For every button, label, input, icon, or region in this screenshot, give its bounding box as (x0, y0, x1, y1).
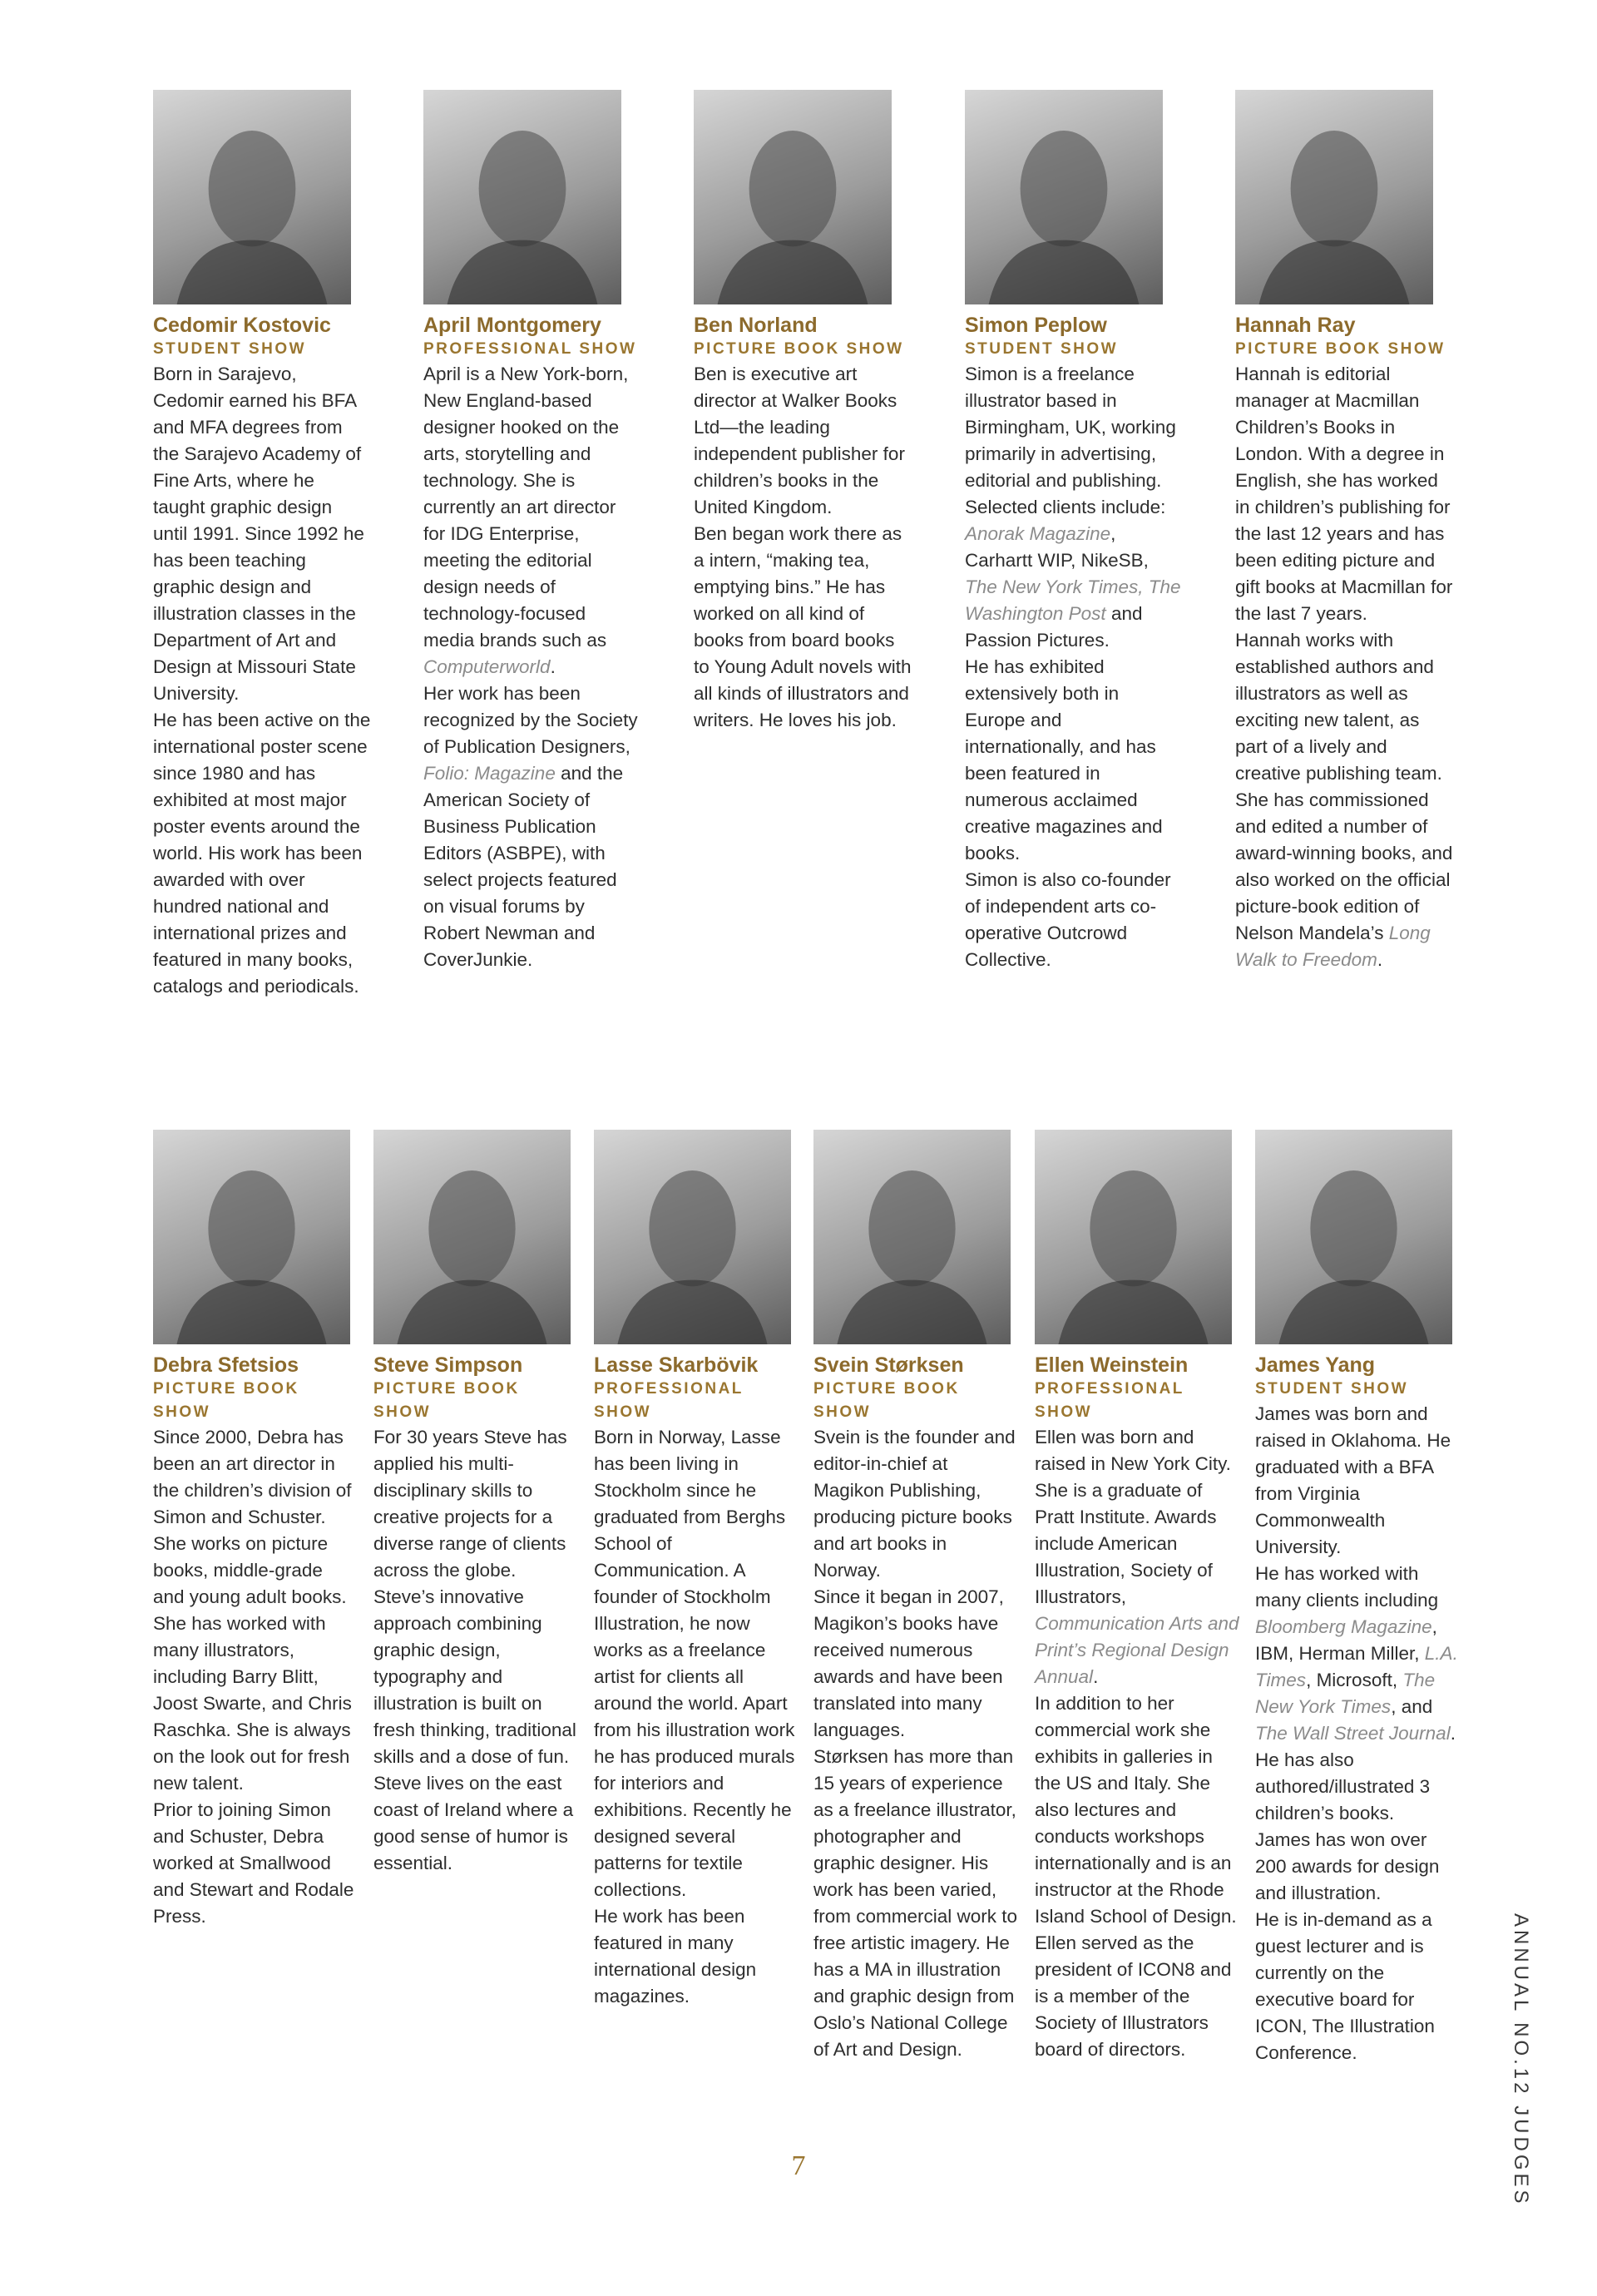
bio-paragraph (373, 1424, 578, 1877)
judge-portrait-photo (1235, 90, 1433, 304)
bio-text: , and (1391, 1696, 1433, 1717)
bio-paragraph (594, 1424, 798, 1903)
bio-text: He work has been featured in many international design magazines. (594, 1906, 757, 2007)
bio-text: . (1093, 1666, 1099, 1687)
bio-title-italic: Computerworld (423, 656, 551, 677)
judge-name: Ellen Weinstein (1035, 1353, 1189, 1377)
judge-bio (965, 361, 1183, 973)
judge-card (965, 90, 1183, 973)
section-side-label: ANNUAL NO.12 JUDGES (1510, 1913, 1532, 2207)
bio-paragraph (1235, 627, 1453, 973)
bio-paragraph (813, 1744, 1018, 2063)
judge-bio (694, 361, 912, 734)
bio-title-italic: Folio: Magazine (423, 763, 556, 784)
judge-card (1235, 90, 1453, 973)
judge-show-category: STUDENT SHOW (153, 340, 307, 358)
judge-name: Simon Peplow (965, 314, 1107, 337)
bio-title-italic: The New York Times, The Washington Post (965, 576, 1181, 624)
bio-text: Selected clients include: (965, 497, 1166, 517)
bio-paragraph (965, 494, 1183, 654)
judge-card (813, 1130, 1018, 2063)
bio-paragraph (965, 867, 1183, 973)
judge-card (153, 1130, 358, 1930)
bio-text: . (550, 656, 556, 677)
judge-show-category: PROFESSIONAL SHOW (1035, 1380, 1184, 1421)
bio-text: Simon is also co-founder of independent arts co-operative Outcrowd Collective. (965, 869, 1171, 970)
judge-bio (1235, 361, 1453, 973)
judge-card (153, 90, 371, 1000)
bio-paragraph (153, 361, 371, 707)
bio-paragraph (813, 1584, 1018, 1744)
bio-title-italic: The Wall Street Journal (1255, 1723, 1451, 1744)
judge-show-category: PICTURE BOOK SHOW (694, 340, 904, 358)
judge-bio (1035, 1424, 1239, 2063)
judge-show-category: PROFESSIONAL SHOW (423, 340, 637, 358)
bio-paragraph (694, 521, 912, 734)
bio-title-italic: The New York Times (1255, 1670, 1436, 1717)
bio-text: He has been active on the international poster scene since 1980 and has exhibited at most major poster events around the world. His work has been awarded with over hundred national and international prizes and featured in many books, catalogs and periodicals. (153, 710, 371, 997)
judge-bio (594, 1424, 798, 2010)
judge-name: Debra Sfetsios (153, 1353, 299, 1377)
bio-text: Ben began work there as a intern, “making tea, emptying bins.” He has worked on all kind of books from board books to Young Adult novels with all kinds of illustrators and writers. He loves his job. (694, 523, 912, 730)
judge-show-category: PICTURE BOOK SHOW (1235, 340, 1446, 358)
judge-name: James Yang (1255, 1353, 1376, 1377)
bio-text: Since it began in 2007, Magikon’s books have received numerous awards and have been translated into many languages. (813, 1586, 1004, 1740)
bio-text: . He has also authored/illustrated 3 children’s books. (1255, 1723, 1456, 1823)
judge-name: Steve Simpson (373, 1353, 523, 1377)
bio-text: James was born and raised in Oklahoma. He graduated with a BFA from Virginia Commonwealth University. (1255, 1403, 1451, 1557)
bio-paragraph (1255, 1401, 1460, 1561)
judge-portrait-photo (1255, 1130, 1452, 1344)
judge-card (423, 90, 641, 973)
bio-text: Ellen was born and raised in New York City. She is a graduate of Pratt Institute. Awards include American Illustration, Society of Illustrators, (1035, 1427, 1231, 1607)
judge-bio (153, 1424, 358, 1930)
judge-name: April Montgomery (423, 314, 601, 337)
judge-card (694, 90, 912, 734)
page-number: 7 (791, 2150, 806, 2181)
bio-paragraph (813, 1424, 1018, 1584)
judge-show-category: PICTURE BOOK SHOW (373, 1380, 520, 1421)
judge-portrait-photo (373, 1130, 571, 1344)
bio-text: Since 2000, Debra has been an art director in the children’s division of Simon and Schuster. She works on picture books, middle-grade and young adult books. She has worked with many illustrators, including Barry Blitt, Joost Swarte, and Chris Raschka. She is always on the look out for fresh new talent. (153, 1427, 352, 1794)
judge-card (1255, 1130, 1460, 2066)
bio-text: In addition to her commercial work she exhibits in galleries in the US and Italy. She also lectures and conducts workshops internationally and is an instructor at the Rhode Island School of Design. (1035, 1693, 1237, 1927)
bio-text: He has exhibited extensively both in Europe and internationally, and has been featured in numerous acclaimed creative magazines and books. (965, 656, 1163, 863)
bio-paragraph (965, 361, 1183, 494)
bio-text: Simon is a freelance illustrator based in Birmingham, UK, working primarily in advertising, editorial and publishing. (965, 364, 1176, 491)
bio-text: and Passion Pictures. (965, 603, 1143, 651)
judge-name: Svein Størksen (813, 1353, 964, 1377)
bio-text: He has worked with many clients including (1255, 1563, 1439, 1611)
bio-title-italic: Communication Arts and Print’s Regional Design Annual (1035, 1613, 1239, 1687)
bio-text: , Microsoft, (1306, 1670, 1403, 1690)
judge-card (594, 1130, 798, 2010)
bio-text: Born in Sarajevo, Cedomir earned his BFA and MFA degrees from the Sarajevo Academy of Fine Arts, where he taught graphic design until 1991. Since 1992 he has been teaching graphic design and illustration classes in the Department of Art and Design at Missouri State University. (153, 364, 364, 704)
bio-text: Born in Norway, Lasse has been living in Stockholm since he graduated from Berghs School of Communication. A founder of Stockholm Illustration, he now works as a freelance artist for clients all around the world. Apart from his illustration work he has produced murals for interiors and exhibitions. Recently he designed several patterns for textile collections. (594, 1427, 795, 1900)
judge-name: Hannah Ray (1235, 314, 1356, 337)
judge-show-category: PICTURE BOOK SHOW (153, 1380, 299, 1421)
bio-text: , Carhartt WIP, NikeSB, (965, 523, 1149, 571)
judge-name: Lasse Skarbövik (594, 1353, 759, 1377)
bio-paragraph (1035, 1690, 1239, 1930)
bio-text: Ellen served as the president of ICON8 and is a member of the Society of Illustrators board of directors. (1035, 1932, 1232, 2060)
bio-paragraph (965, 654, 1183, 867)
judge-bio (423, 361, 641, 973)
bio-text: Ben is executive art director at Walker Books Ltd—the leading independent publisher for children’s books in the United Kingdom. (694, 364, 905, 517)
judge-bio (373, 1424, 578, 1877)
bio-paragraph (153, 1424, 358, 1797)
bio-text: He is in-demand as a guest lecturer and is currently on the executive board for ICON, The Illustration Conference. (1255, 1909, 1435, 2063)
judge-portrait-photo (153, 1130, 350, 1344)
bio-text: James has won over 200 awards for design and illustration. (1255, 1829, 1440, 1903)
bio-title-italic: Anorak Magazine (965, 523, 1111, 544)
bio-text: For 30 years Steve has applied his multi-disciplinary skills to creative projects for a diverse range of clients across the globe. Steve’s innovative approach combining graphic design, typography and illustration is built on fresh thinking, traditional skills and a dose of fun. Steve lives on the east coast of Ireland where a good sense of humor is essential. (373, 1427, 576, 1873)
judge-portrait-photo (965, 90, 1163, 304)
bio-paragraph (1255, 1827, 1460, 1907)
bio-paragraph (1235, 361, 1453, 627)
bio-paragraph (1035, 1930, 1239, 2063)
judge-bio (153, 361, 371, 1000)
bio-text: Hannah works with established authors and illustrators as well as exciting new talent, as part of a lively and creative publishing team. She has commissioned and edited a number of award-winning books, and also worked on the official picture-book edition of Nelson Mandela’s (1235, 630, 1453, 943)
judge-portrait-photo (153, 90, 351, 304)
judge-bio (813, 1424, 1018, 2063)
judge-portrait-photo (694, 90, 892, 304)
judge-card (1035, 1130, 1239, 2063)
bio-title-italic: Long Walk to Freedom (1235, 923, 1431, 970)
bio-paragraph (694, 361, 912, 521)
bio-paragraph (1255, 1561, 1460, 1827)
bio-paragraph (423, 680, 641, 973)
bio-text: , IBM, Herman Miller, (1255, 1616, 1437, 1664)
judge-show-category: PICTURE BOOK SHOW (813, 1380, 960, 1421)
bio-text: . (1377, 949, 1383, 970)
judge-show-category: STUDENT SHOW (1255, 1380, 1409, 1398)
bio-paragraph (423, 361, 641, 680)
judge-card (373, 1130, 578, 1877)
bio-text: Prior to joining Simon and Schuster, Debra worked at Smallwood and Stewart and Rodale Press. (153, 1799, 354, 1927)
judge-portrait-photo (423, 90, 621, 304)
bio-paragraph (153, 707, 371, 1000)
judge-show-category: STUDENT SHOW (965, 340, 1119, 358)
judge-portrait-photo (594, 1130, 791, 1344)
bio-text: and the American Society of Business Publication Editors (ASBPE), with select projects featured on visual forums by Robert Newman and CoverJunkie. (423, 763, 624, 970)
bio-paragraph (594, 1903, 798, 2010)
judge-show-category: PROFESSIONAL SHOW (594, 1380, 744, 1421)
bio-text: Svein is the founder and editor-in-chief at Magikon Publishing, producing picture books and art books in Norway. (813, 1427, 1016, 1581)
bio-title-italic: L.A. Times (1255, 1643, 1458, 1690)
bio-title-italic: Bloomberg Magazine (1255, 1616, 1432, 1637)
judge-name: Cedomir Kostovic (153, 314, 331, 337)
bio-paragraph (1255, 1907, 1460, 2066)
bio-paragraph (1035, 1424, 1239, 1690)
judge-portrait-photo (813, 1130, 1011, 1344)
bio-text: Her work has been recognized by the Society of Publication Designers, (423, 683, 638, 757)
judge-name: Ben Norland (694, 314, 818, 337)
bio-text: Hannah is editorial manager at Macmillan Children’s Books in London. With a degree in English, she has worked in children’s publishing for the last 12 years and has been editing picture and gift books at Macmillan for the last 7 years. (1235, 364, 1453, 624)
bio-paragraph (153, 1797, 358, 1930)
bio-text: April is a New York-born, New England-based designer hooked on the arts, storytelling and technology. She is currently an art director for IDG Enterprise, meeting the editorial design needs of technology-focused media brands such as (423, 364, 629, 651)
bio-text: Størksen has more than 15 years of experience as a freelance illustrator, photographer and graphic designer. His work has been varied, from commercial work to free artistic imagery. He has a MA in illustration and graphic design from Oslo’s National College of Art and Design. (813, 1746, 1018, 2060)
judge-bio (1255, 1401, 1460, 2066)
judge-portrait-photo (1035, 1130, 1232, 1344)
